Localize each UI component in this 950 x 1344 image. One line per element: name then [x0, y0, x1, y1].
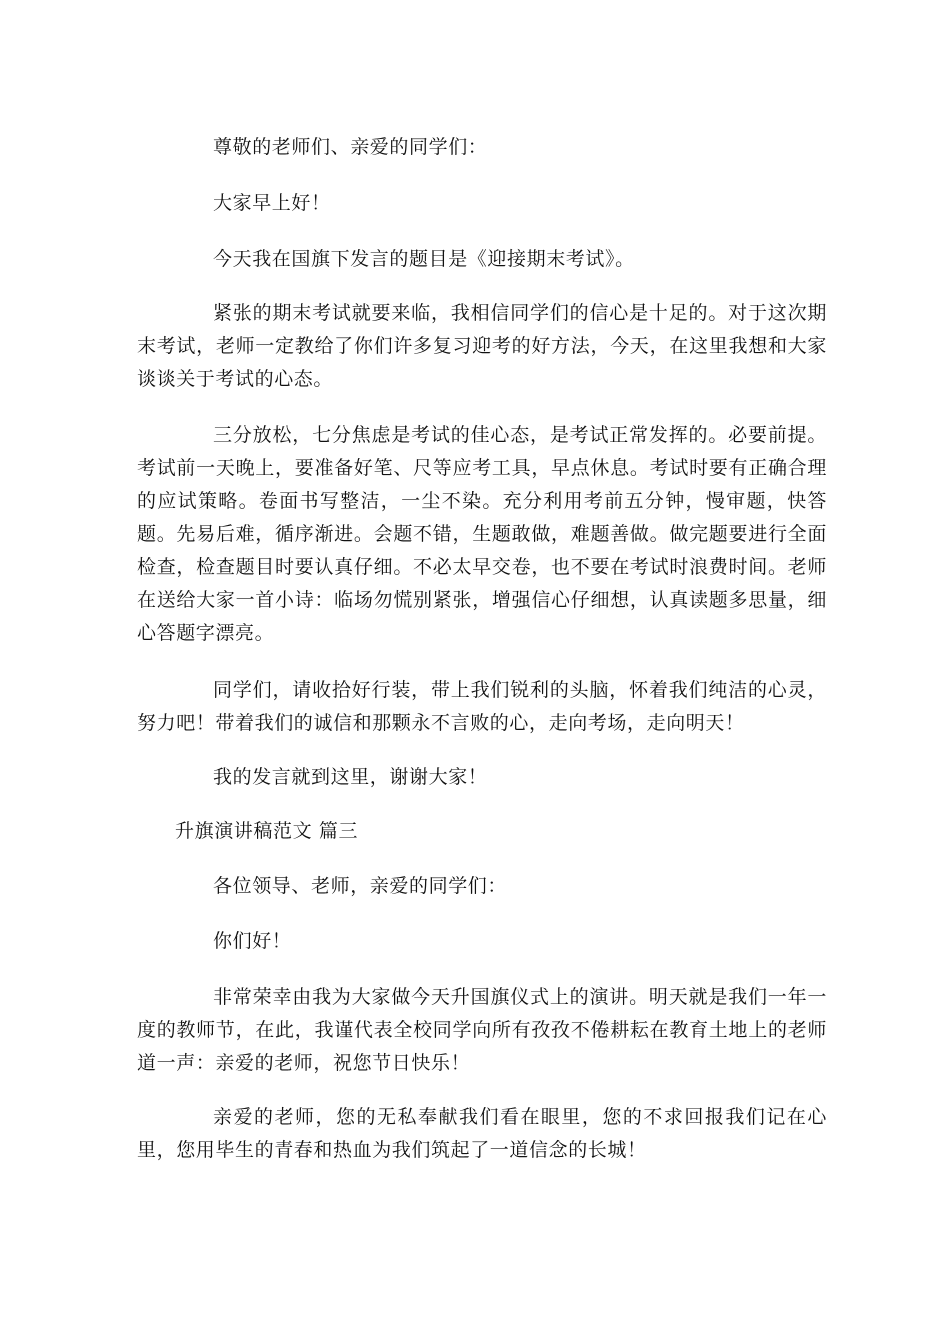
body-paragraph: 亲爱的老师，您的无私奉献我们看在眼里，您的不求回报我们记在心里，您用毕生的青春和热血为我们筑起了一道信念的长城！	[137, 1106, 827, 1161]
body-paragraph: 紧张的期末考试就要来临，我相信同学们的信心是十足的。对于这次期末考试，老师一定教给了你们许多复习迎考的好方法，今天，在这里我想和大家谈谈关于考试的心态。	[137, 302, 827, 390]
topic-paragraph: 今天我在国旗下发言的题目是《迎接期末考试》。	[213, 248, 635, 270]
body-paragraph: 三分放松，七分焦虑是考试的佳心态，是考试正常发挥的。必要前提。考试前一天晚上，要准备好笔、尺等应考工具，早点休息。考试时要有正确合理的应试策略。卷面书写整洁，一尘不染。充分利用考前五分钟，慢审题，快答题。先易后难，循序渐进。会题不错，生题敢做，难题善做。做完题要进行全面检查，检查题目时要认真仔细。不必太早交卷，也不要在考试时浪费时间。老师在送给大家一首小诗：临场勿慌别紧张，增强信心仔细想，认真读题多思量，细心答题字漂亮。	[137, 424, 827, 644]
salutation-paragraph: 尊敬的老师们、亲爱的同学们：	[213, 136, 488, 158]
closing-paragraph: 我的发言就到这里，谢谢大家！	[213, 766, 488, 788]
greeting-paragraph: 你们好！	[213, 930, 292, 952]
section-heading: 升旗演讲稿范文 篇三	[175, 820, 359, 842]
greeting-paragraph: 大家早上好！	[213, 192, 331, 214]
body-paragraph: 非常荣幸由我为大家做今天升国旗仪式上的演讲。明天就是我们一年一度的教师节，在此，我谨代表全校同学向所有孜孜不倦耕耘在教育土地上的老师道一声：亲爱的老师，祝您节日快乐！	[137, 986, 827, 1074]
body-paragraph: 同学们，请收拾好行装，带上我们锐利的头脑，怀着我们纯洁的心灵，努力吧！带着我们的诚信和那颗永不言败的心，走向考场，走向明天！	[137, 679, 827, 734]
salutation-paragraph: 各位领导、老师，亲爱的同学们：	[213, 875, 508, 897]
